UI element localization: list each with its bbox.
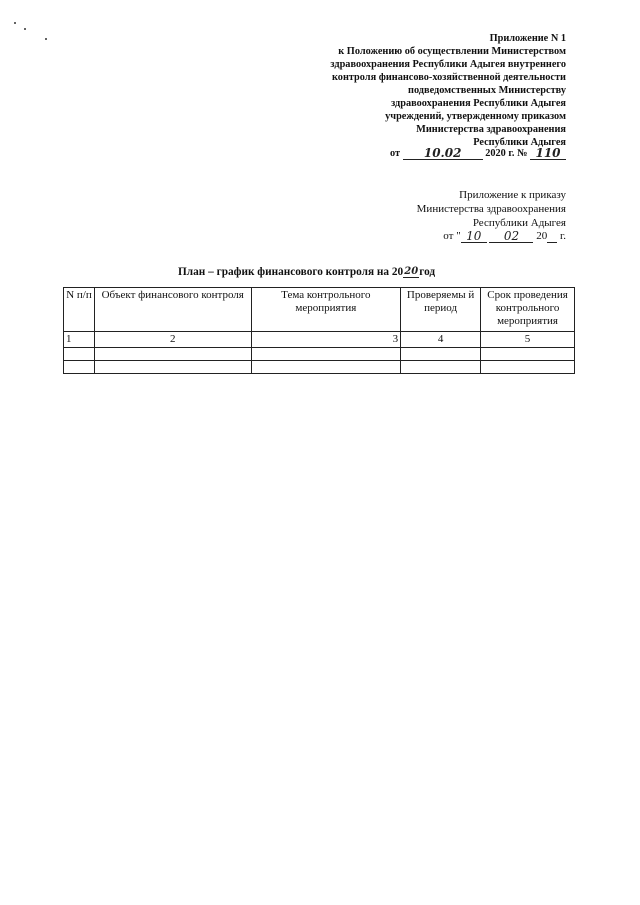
- appendix-2-month: 02: [503, 229, 520, 243]
- table-cell: [481, 361, 575, 374]
- scan-speck: [14, 22, 16, 24]
- table-cell: 1: [64, 332, 95, 348]
- table-header-row: [64, 288, 575, 332]
- table-cell: 5: [481, 332, 575, 348]
- appendix-2-month-field: [489, 230, 533, 243]
- appendix-2-date-line: [443, 229, 566, 243]
- header-number: N п/п: [64, 288, 95, 332]
- appendix-2-year-field: [547, 230, 557, 243]
- header-object: Объект финансового контроля: [94, 288, 251, 332]
- appendix-1-date-value: 10.02: [423, 146, 462, 160]
- table-cell: [251, 361, 401, 374]
- table-cell: 3: [251, 332, 401, 348]
- scan-speck: [45, 38, 47, 40]
- table-row: [64, 361, 575, 374]
- appendix-1-number-value: 110: [535, 146, 561, 160]
- plan-title-suffix: год: [419, 266, 436, 278]
- appendix-2-day-field: [461, 230, 487, 243]
- appendix-1-number-field: [530, 147, 566, 160]
- appendix-2-line: Министерства здравоохранения: [416, 203, 566, 215]
- table-cell: 4: [401, 332, 481, 348]
- appendix-2-year-suffix: г.: [559, 230, 566, 242]
- appendix-2-quote: ": [456, 230, 461, 242]
- table-cell: [94, 361, 251, 374]
- header-period: Проверяемы й период: [401, 288, 481, 332]
- table-row-column-numbers: [64, 332, 575, 348]
- appendix-1-line: учреждений, утвержденному приказом: [385, 111, 566, 122]
- table-cell: [401, 361, 481, 374]
- header-deadline: Срок проведения контрольного мероприятия: [481, 288, 575, 332]
- plan-year-field: [403, 266, 419, 278]
- plan-title-prefix: План – график финансового контроля на 20: [178, 266, 404, 278]
- appendix-1-line: к Положению об осуществлении Министерством: [338, 46, 566, 57]
- table-cell: [401, 348, 481, 361]
- appendix-1-title: Приложение N 1: [489, 33, 566, 44]
- table-cell: [64, 348, 95, 361]
- appendix-2-date-prefix: от: [443, 230, 454, 242]
- plan-table: [63, 287, 575, 374]
- table-row: [64, 348, 575, 361]
- appendix-2-title: Приложение к приказу: [459, 189, 566, 201]
- table-cell: [94, 348, 251, 361]
- appendix-1-line: контроля финансово-хозяйственной деятельности: [332, 72, 566, 83]
- appendix-1-line: подведомственных Министерству: [408, 85, 566, 96]
- header-topic: Тема контрольного мероприятия: [251, 288, 401, 332]
- appendix-1-date-field: [403, 147, 483, 160]
- appendix-2-line: Республики Адыгея: [472, 217, 566, 229]
- table-cell: [251, 348, 401, 361]
- plan-title-year: 20: [404, 266, 419, 277]
- appendix-1-line: Республики Адыгея: [473, 137, 566, 148]
- plan-title: [178, 266, 435, 278]
- appendix-1-date-line: [390, 147, 566, 160]
- appendix-1-line: Министерства здравоохранения: [416, 124, 566, 135]
- table-cell: [64, 361, 95, 374]
- appendix-1-year-text: 2020 г. №: [485, 148, 528, 159]
- appendix-1-line: здравоохранения Республики Адыгея внутреннего: [330, 59, 566, 70]
- scan-speck: [24, 28, 26, 30]
- appendix-2-year-prefix: 20: [536, 230, 548, 242]
- appendix-1-date-prefix: от: [390, 148, 401, 159]
- table-cell: 2: [94, 332, 251, 348]
- table-cell: [481, 348, 575, 361]
- appendix-2-day: 10: [466, 229, 482, 243]
- appendix-1-line: здравоохранения Республики Адыгея: [391, 98, 566, 109]
